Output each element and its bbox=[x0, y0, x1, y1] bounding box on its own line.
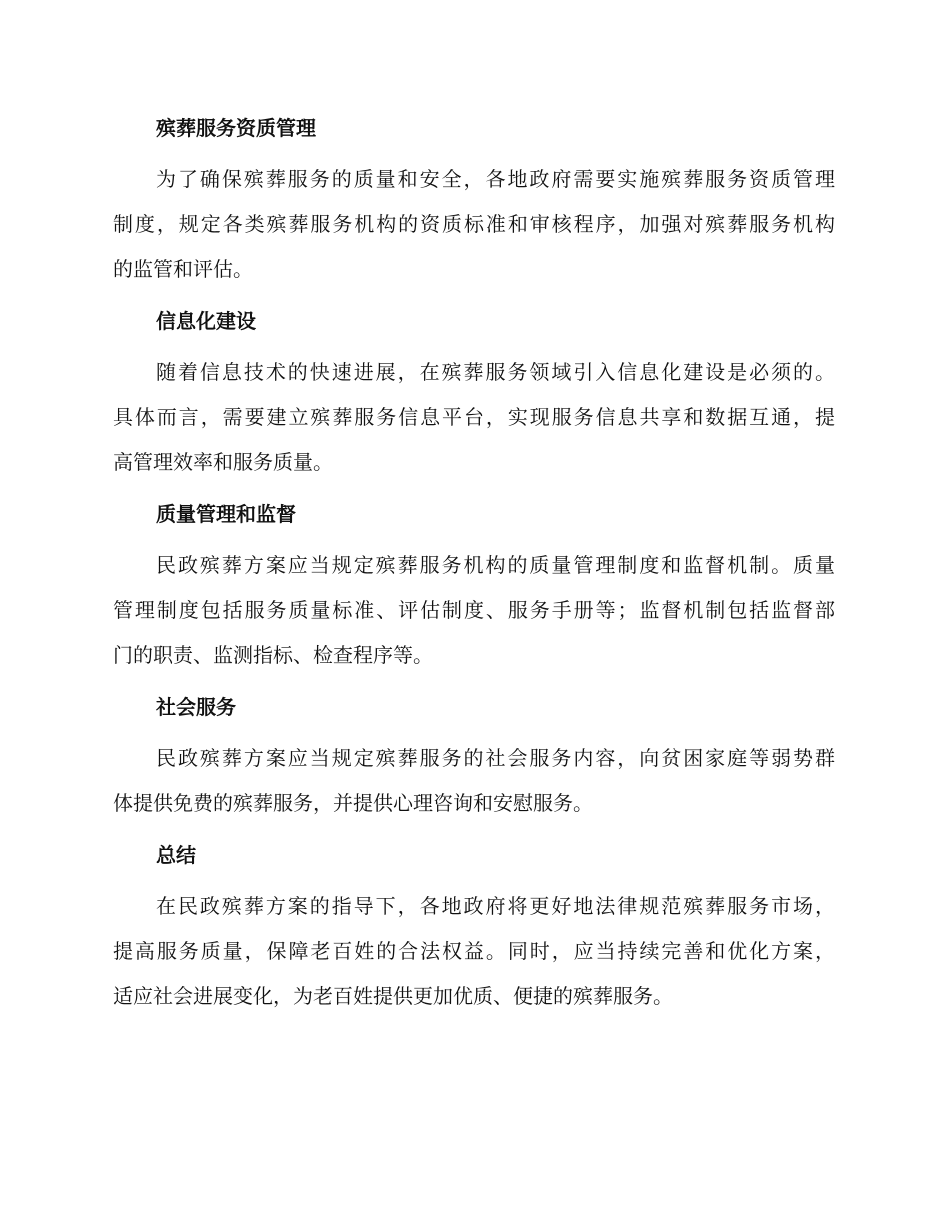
paragraph-line: 民政殡葬方案应当规定殡葬服务机构的质量管理制度和监督机制。质量 bbox=[156, 553, 835, 577]
paragraph-line: 随着信息技术的快速进展，在殡葬服务领域引入信息化建设是必须的。 bbox=[156, 360, 835, 384]
document-body bbox=[113, 112, 835, 1019]
paragraph-line: 为了确保殡葬服务的质量和安全，各地政府需要实施殡葬服务资质管理 bbox=[156, 167, 835, 191]
section-social-services bbox=[113, 691, 835, 826]
paragraph-line: 高管理效率和服务质量。 bbox=[113, 450, 333, 474]
paragraph-line: 的监管和评估。 bbox=[113, 257, 253, 281]
section-paragraph bbox=[113, 736, 835, 826]
section-paragraph bbox=[113, 884, 835, 1019]
section-summary bbox=[113, 839, 835, 1019]
section-heading: 总结 bbox=[156, 843, 196, 867]
section-heading: 殡葬服务资质管理 bbox=[156, 116, 316, 140]
paragraph-line: 门的职责、监测指标、检查程序等。 bbox=[113, 643, 433, 667]
section-heading: 信息化建设 bbox=[156, 309, 256, 333]
paragraph-line: 在民政殡葬方案的指导下，各地政府将更好地法律规范殡葬服务市场， bbox=[156, 894, 835, 918]
section-paragraph bbox=[113, 157, 835, 292]
section-heading: 质量管理和监督 bbox=[156, 502, 296, 526]
paragraph-line: 管理制度包括服务质量标准、评估制度、服务手册等；监督机制包括监督部 bbox=[113, 598, 835, 622]
section-heading: 社会服务 bbox=[156, 695, 236, 719]
paragraph-line: 提高服务质量，保障老百姓的合法权益。同时，应当持续完善和优化方案， bbox=[113, 939, 835, 963]
section-quality-supervision bbox=[113, 498, 835, 678]
paragraph-line: 具体而言，需要建立殡葬服务信息平台，实现服务信息共享和数据互通，提 bbox=[113, 405, 835, 429]
section-qualification-management bbox=[113, 112, 835, 292]
section-paragraph bbox=[113, 543, 835, 678]
paragraph-line: 体提供免费的殡葬服务，并提供心理咨询和安慰服务。 bbox=[113, 791, 593, 815]
paragraph-line: 适应社会进展变化，为老百姓提供更加优质、便捷的殡葬服务。 bbox=[113, 984, 673, 1008]
paragraph-line: 制度，规定各类殡葬服务机构的资质标准和审核程序，加强对殡葬服务机构 bbox=[113, 212, 835, 236]
paragraph-line: 民政殡葬方案应当规定殡葬服务的社会服务内容，向贫困家庭等弱势群 bbox=[156, 746, 835, 770]
section-informatization bbox=[113, 305, 835, 485]
section-paragraph bbox=[113, 350, 835, 485]
